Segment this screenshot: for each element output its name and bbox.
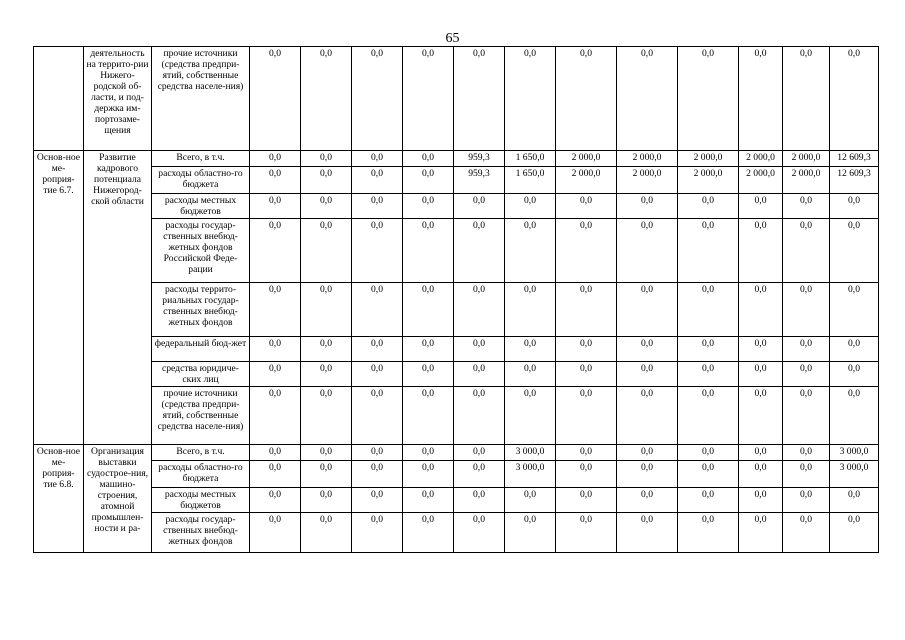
amount-cell: 0,0 [301,445,352,461]
amount-cell: 0,0 [783,47,830,151]
amount-cell: 1 650,0 [505,151,556,167]
amount-cell: 0,0 [617,219,678,283]
page-number: 65 [445,31,460,46]
funding-source-cell: прочие источники (средства предпри-ятий, собственные средства населе-ния) [152,47,250,151]
amount-cell: 0,0 [403,283,454,337]
funding-source-cell: средства юридиче-ских лиц [152,362,250,387]
amount-cell: 2 000,0 [556,167,617,194]
funding-source-cell: расходы местных бюджетов [152,194,250,219]
amount-cell: 0,0 [403,362,454,387]
amount-cell: 0,0 [783,283,830,337]
amount-cell: 3 000,0 [830,445,879,461]
amount-cell: 0,0 [301,47,352,151]
amount-cell: 0,0 [783,337,830,362]
amount-cell: 0,0 [505,387,556,445]
amount-cell: 12 609,3 [830,151,879,167]
amount-cell: 0,0 [454,337,505,362]
amount-cell: 0,0 [403,513,454,553]
amount-cell: 0,0 [783,513,830,553]
amount-cell: 0,0 [250,151,301,167]
funding-source-cell: расходы областно-го бюджета [152,461,250,488]
amount-cell: 0,0 [678,513,739,553]
amount-cell: 0,0 [250,167,301,194]
amount-cell: 0,0 [250,513,301,553]
amount-cell: 0,0 [783,488,830,513]
amount-cell: 0,0 [830,337,879,362]
amount-cell: 0,0 [556,283,617,337]
amount-cell: 0,0 [783,445,830,461]
amount-cell: 0,0 [301,283,352,337]
amount-cell: 2 000,0 [556,151,617,167]
amount-cell: 0,0 [678,194,739,219]
funding-source-cell: расходы областно-го бюджета [152,167,250,194]
amount-cell: 0,0 [301,219,352,283]
amount-cell: 0,0 [505,362,556,387]
amount-cell: 0,0 [352,151,403,167]
amount-cell: 0,0 [678,461,739,488]
amount-cell: 2 000,0 [783,151,830,167]
amount-cell: 0,0 [556,461,617,488]
amount-cell: 0,0 [739,362,783,387]
budget-table [33,46,879,553]
amount-cell: 0,0 [783,461,830,488]
amount-cell: 959,3 [454,151,505,167]
funding-source-cell: прочие источники (средства предпри-ятий, собственные средства населе-ния) [152,387,250,445]
measure-title-cell: Развитие кадрового потенциала Нижегород-ской области [84,151,152,445]
amount-cell: 0,0 [403,337,454,362]
amount-cell: 2 000,0 [678,167,739,194]
amount-cell: 0,0 [678,362,739,387]
amount-cell: 0,0 [352,337,403,362]
amount-cell: 0,0 [301,194,352,219]
amount-cell: 3 000,0 [505,461,556,488]
table-row [34,283,879,337]
amount-cell: 0,0 [739,283,783,337]
amount-cell: 0,0 [352,445,403,461]
amount-cell: 0,0 [403,167,454,194]
amount-cell: 0,0 [617,513,678,553]
amount-cell: 0,0 [454,47,505,151]
measure-number-cell: Основ-ное ме-роприя-тие 6.7. [34,151,84,445]
amount-cell: 0,0 [454,194,505,219]
amount-cell: 0,0 [556,387,617,445]
table-row [34,219,879,283]
amount-cell: 0,0 [352,488,403,513]
amount-cell: 0,0 [739,387,783,445]
amount-cell: 0,0 [454,387,505,445]
amount-cell: 0,0 [556,362,617,387]
amount-cell: 0,0 [617,445,678,461]
amount-cell: 0,0 [352,461,403,488]
measure-title-cell: деятельность на террито-рии Нижего-родской об-ласти, и под-держка им-портозаме-щения [84,47,152,151]
amount-cell: 0,0 [739,219,783,283]
amount-cell: 0,0 [250,445,301,461]
amount-cell: 0,0 [505,337,556,362]
amount-cell: 959,3 [454,167,505,194]
amount-cell: 0,0 [352,194,403,219]
amount-cell: 0,0 [678,387,739,445]
amount-cell: 0,0 [783,387,830,445]
amount-cell: 0,0 [739,488,783,513]
amount-cell: 0,0 [617,461,678,488]
amount-cell: 0,0 [617,47,678,151]
amount-cell: 0,0 [678,488,739,513]
amount-cell: 0,0 [617,194,678,219]
amount-cell: 0,0 [250,387,301,445]
amount-cell: 2 000,0 [617,151,678,167]
funding-source-cell: расходы государ-ственных внебюд-жетных фондов [152,513,250,553]
amount-cell: 2 000,0 [783,167,830,194]
amount-cell: 0,0 [739,513,783,553]
amount-cell: 0,0 [678,47,739,151]
table-row [34,461,879,488]
amount-cell: 0,0 [403,151,454,167]
table-row [34,513,879,553]
amount-cell: 0,0 [556,337,617,362]
amount-cell: 0,0 [352,387,403,445]
amount-cell: 0,0 [454,488,505,513]
amount-cell: 0,0 [556,47,617,151]
amount-cell: 0,0 [352,283,403,337]
table-row [34,387,879,445]
amount-cell: 0,0 [403,387,454,445]
amount-cell: 0,0 [301,167,352,194]
table-row [34,362,879,387]
amount-cell: 3 000,0 [830,461,879,488]
funding-source-cell: расходы террито-риальных государ-ственных внебюд-жетных фондов [152,283,250,337]
amount-cell: 0,0 [301,362,352,387]
amount-cell: 0,0 [556,513,617,553]
amount-cell: 0,0 [454,461,505,488]
amount-cell: 0,0 [617,362,678,387]
amount-cell: 0,0 [352,167,403,194]
amount-cell: 0,0 [352,362,403,387]
amount-cell: 0,0 [301,387,352,445]
amount-cell: 2 000,0 [678,151,739,167]
table-row [34,337,879,362]
amount-cell: 0,0 [617,337,678,362]
measure-number-cell: Основ-ное ме-роприя-тие 6.8. [34,445,84,553]
amount-cell: 0,0 [505,488,556,513]
amount-cell: 0,0 [678,283,739,337]
amount-cell: 0,0 [352,219,403,283]
amount-cell: 0,0 [617,283,678,337]
amount-cell: 12 609,3 [830,167,879,194]
amount-cell: 0,0 [250,488,301,513]
amount-cell: 2 000,0 [739,151,783,167]
amount-cell: 0,0 [454,513,505,553]
table-body [34,47,879,553]
amount-cell: 1 650,0 [505,167,556,194]
amount-cell: 0,0 [678,337,739,362]
funding-source-cell: расходы местных бюджетов [152,488,250,513]
amount-cell: 0,0 [617,488,678,513]
amount-cell: 0,0 [250,47,301,151]
amount-cell: 0,0 [783,194,830,219]
amount-cell: 3 000,0 [505,445,556,461]
amount-cell: 0,0 [505,219,556,283]
amount-cell: 0,0 [403,219,454,283]
measure-number-cell [34,47,84,151]
amount-cell: 0,0 [403,194,454,219]
amount-cell: 0,0 [830,513,879,553]
amount-cell: 0,0 [830,47,879,151]
amount-cell: 0,0 [403,461,454,488]
amount-cell: 0,0 [739,461,783,488]
amount-cell: 0,0 [301,488,352,513]
table-row [34,167,879,194]
amount-cell: 0,0 [830,283,879,337]
amount-cell: 0,0 [454,362,505,387]
amount-cell: 0,0 [301,337,352,362]
amount-cell: 0,0 [250,461,301,488]
amount-cell: 0,0 [505,513,556,553]
amount-cell: 0,0 [301,151,352,167]
amount-cell: 0,0 [403,445,454,461]
amount-cell: 0,0 [739,194,783,219]
amount-cell: 0,0 [505,283,556,337]
funding-source-cell: расходы государ-ственных внебюд-жетных фондов Российской Феде-рации [152,219,250,283]
amount-cell: 0,0 [678,219,739,283]
amount-cell: 0,0 [301,461,352,488]
amount-cell: 0,0 [505,194,556,219]
amount-cell: 0,0 [739,445,783,461]
amount-cell: 0,0 [830,219,879,283]
amount-cell: 0,0 [403,488,454,513]
funding-source-cell: Всего, в т.ч. [152,445,250,461]
amount-cell: 0,0 [678,445,739,461]
amount-cell: 0,0 [739,337,783,362]
funding-source-cell: федеральный бюд-жет [152,337,250,362]
amount-cell: 0,0 [454,283,505,337]
amount-cell: 0,0 [352,513,403,553]
amount-cell: 0,0 [783,219,830,283]
table-row [34,445,879,461]
amount-cell: 0,0 [454,219,505,283]
amount-cell: 0,0 [783,362,830,387]
amount-cell: 0,0 [830,488,879,513]
amount-cell: 0,0 [301,513,352,553]
amount-cell: 2 000,0 [739,167,783,194]
amount-cell: 0,0 [352,47,403,151]
amount-cell: 0,0 [250,337,301,362]
amount-cell: 0,0 [403,47,454,151]
table-row [34,194,879,219]
amount-cell: 0,0 [830,362,879,387]
amount-cell: 0,0 [830,194,879,219]
measure-title-cell: Организация выставки судострое-ния, машино-строения, атомной промышлен-ности и ра- [84,445,152,553]
amount-cell: 0,0 [556,194,617,219]
amount-cell: 0,0 [454,445,505,461]
amount-cell: 0,0 [250,283,301,337]
amount-cell: 0,0 [556,445,617,461]
amount-cell: 0,0 [556,488,617,513]
funding-source-cell: Всего, в т.ч. [152,151,250,167]
amount-cell: 0,0 [250,194,301,219]
amount-cell: 0,0 [556,219,617,283]
amount-cell: 0,0 [830,387,879,445]
amount-cell: 0,0 [739,47,783,151]
amount-cell: 0,0 [617,387,678,445]
amount-cell: 2 000,0 [617,167,678,194]
table-row [34,488,879,513]
amount-cell: 0,0 [505,47,556,151]
amount-cell: 0,0 [250,219,301,283]
amount-cell: 0,0 [250,362,301,387]
table-row [34,151,879,167]
table-row [34,47,879,151]
